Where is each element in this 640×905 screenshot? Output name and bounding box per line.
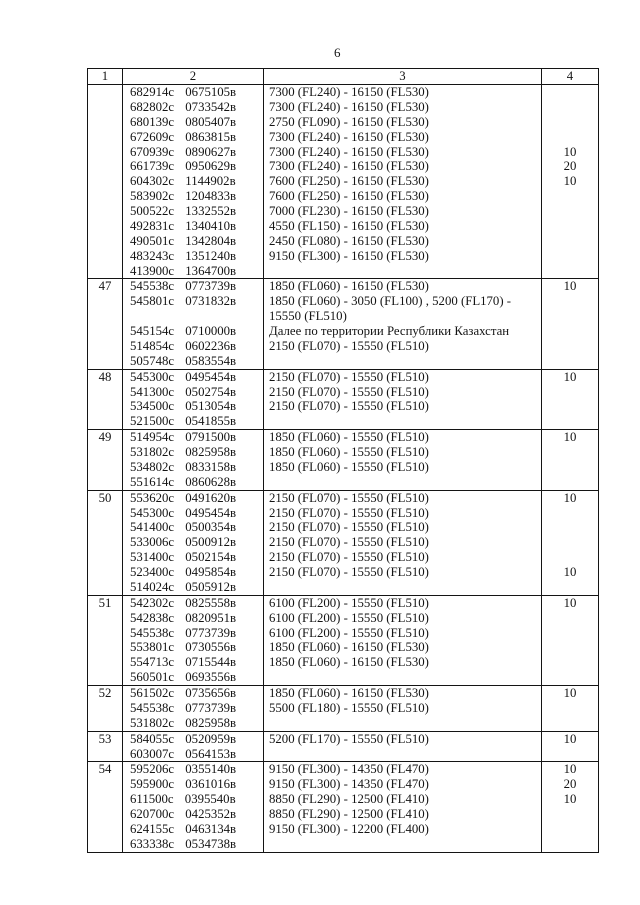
coordinate-cell: 545538с 0773739в	[123, 626, 264, 641]
column-4-value-cell	[542, 249, 599, 264]
column-4-value-cell: 10	[542, 595, 599, 610]
altitude-range-cell: 4550 (FL150) - 16150 (FL530)	[264, 219, 542, 234]
column-4-value-cell: 10	[542, 686, 599, 701]
coordinate-cell: 492831с 1340410в	[123, 219, 264, 234]
route-group	[88, 369, 599, 430]
column-4-value-cell: 10	[542, 145, 599, 160]
coordinate-cell: 545300с 0495454в	[123, 369, 264, 384]
table-row	[88, 490, 599, 505]
table-row	[88, 399, 599, 414]
table-row	[88, 640, 599, 655]
coordinate-cell: 534500с 0513054в	[123, 399, 264, 414]
table-row	[88, 807, 599, 822]
table-row	[88, 822, 599, 837]
route-group	[88, 490, 599, 595]
altitude-range-cell	[264, 264, 542, 279]
coordinate-cell: 682914с 0675105в	[123, 85, 264, 100]
coordinate-cell: 583902с 1204833в	[123, 189, 264, 204]
table-row	[88, 85, 599, 100]
route-number-cell: 53	[88, 731, 123, 762]
table-row	[88, 234, 599, 249]
table-row	[88, 535, 599, 550]
column-4-value-cell	[542, 130, 599, 145]
coordinate-cell: 514024с 0505912в	[123, 580, 264, 595]
table-row	[88, 716, 599, 731]
altitude-range-cell: 1850 (FL060) - 15550 (FL510)	[264, 430, 542, 445]
column-4-value-cell: 10	[542, 430, 599, 445]
column-4-value-cell	[542, 339, 599, 354]
column-4-value-cell	[542, 399, 599, 414]
table-row	[88, 626, 599, 641]
column-4-value-cell: 10	[542, 565, 599, 580]
column-4-value-cell	[542, 747, 599, 762]
table-row	[88, 762, 599, 777]
altitude-range-cell: 2150 (FL070) - 15550 (FL510)	[264, 520, 542, 535]
column-4-value-cell	[542, 640, 599, 655]
altitude-range-cell: 7300 (FL240) - 16150 (FL530)	[264, 85, 542, 100]
route-group	[88, 85, 599, 279]
column-4-value-cell	[542, 204, 599, 219]
column-4-value-cell	[542, 626, 599, 641]
table-row	[88, 369, 599, 384]
column-4-value-cell	[542, 294, 599, 324]
coordinate-cell: 545300с 0495454в	[123, 506, 264, 521]
table-row	[88, 595, 599, 610]
altitude-range-cell: 1850 (FL060) - 16150 (FL530)	[264, 655, 542, 670]
altitude-range-cell: 2150 (FL070) - 15550 (FL510)	[264, 385, 542, 400]
altitude-range-cell: 5200 (FL170) - 15550 (FL510)	[264, 731, 542, 746]
route-group	[88, 430, 599, 491]
coordinate-cell: 545801с 0731832в	[123, 294, 264, 324]
route-number-cell: 51	[88, 595, 123, 685]
table-row	[88, 279, 599, 294]
coordinate-cell: 561502с 0735656в	[123, 686, 264, 701]
table-row	[88, 219, 599, 234]
column-4-value-cell	[542, 85, 599, 100]
table-row	[88, 159, 599, 174]
altitude-range-cell: 2150 (FL070) - 15550 (FL510)	[264, 369, 542, 384]
coordinate-cell: 604302с 1144902в	[123, 174, 264, 189]
header-col-4: 4	[542, 69, 599, 85]
route-number-cell: 47	[88, 279, 123, 369]
altitude-range-cell: 6100 (FL200) - 15550 (FL510)	[264, 595, 542, 610]
table-row	[88, 100, 599, 115]
altitude-range-cell: 7300 (FL240) - 16150 (FL530)	[264, 159, 542, 174]
altitude-range-cell: 1850 (FL060) - 15550 (FL510)	[264, 445, 542, 460]
altitude-range-cell: 2150 (FL070) - 15550 (FL510)	[264, 565, 542, 580]
coordinate-cell: 661739с 0950629в	[123, 159, 264, 174]
coordinate-cell: 483243с 1351240в	[123, 249, 264, 264]
altitude-range-cell: 7600 (FL250) - 16150 (FL530)	[264, 174, 542, 189]
altitude-range-cell	[264, 414, 542, 429]
altitude-range-cell: 1850 (FL060) - 16150 (FL530)	[264, 640, 542, 655]
column-4-value-cell: 10	[542, 174, 599, 189]
column-4-value-cell	[542, 807, 599, 822]
altitude-range-cell: 2150 (FL070) - 15550 (FL510)	[264, 550, 542, 565]
column-4-value-cell: 10	[542, 731, 599, 746]
altitude-range-cell: 7300 (FL240) - 16150 (FL530)	[264, 145, 542, 160]
route-number-cell: 49	[88, 430, 123, 491]
column-4-value-cell: 10	[542, 279, 599, 294]
coordinate-cell: 672609с 0863815в	[123, 130, 264, 145]
table-row	[88, 324, 599, 339]
coordinate-cell: 542302с 0825558в	[123, 595, 264, 610]
coordinate-cell: 545154с 0710000в	[123, 324, 264, 339]
table-row	[88, 460, 599, 475]
altitude-range-cell	[264, 354, 542, 369]
altitude-range-cell: 1850 (FL060) - 3050 (FL100) , 5200 (FL170) - 15550 (FL510)	[264, 294, 542, 324]
route-number-cell	[88, 85, 123, 279]
column-4-value-cell	[542, 655, 599, 670]
table-row	[88, 130, 599, 145]
column-4-value-cell	[542, 716, 599, 731]
coordinate-cell: 490501с 1342804в	[123, 234, 264, 249]
table-row	[88, 430, 599, 445]
altitude-range-cell: 8850 (FL290) - 12500 (FL410)	[264, 807, 542, 822]
column-4-value-cell: 10	[542, 792, 599, 807]
altitude-range-cell: 7600 (FL250) - 16150 (FL530)	[264, 189, 542, 204]
column-4-value-cell	[542, 264, 599, 279]
table-row	[88, 686, 599, 701]
coordinate-cell: 560501с 0693556в	[123, 670, 264, 685]
coordinate-cell: 534802с 0833158в	[123, 460, 264, 475]
coordinate-cell: 624155с 0463134в	[123, 822, 264, 837]
coordinate-cell: 584055с 0520959в	[123, 731, 264, 746]
column-4-value-cell	[542, 520, 599, 535]
column-4-value-cell	[542, 611, 599, 626]
column-4-value-cell	[542, 670, 599, 685]
column-4-value-cell: 10	[542, 369, 599, 384]
column-4-value-cell	[542, 580, 599, 595]
document-table	[87, 68, 599, 853]
table-row	[88, 792, 599, 807]
header-col-2: 2	[123, 69, 264, 85]
table-row	[88, 445, 599, 460]
column-4-value-cell	[542, 535, 599, 550]
coordinate-cell: 545538с 0773739в	[123, 701, 264, 716]
coordinate-cell: 545538с 0773739в	[123, 279, 264, 294]
column-4-value-cell	[542, 234, 599, 249]
column-4-value-cell	[542, 354, 599, 369]
altitude-range-cell: 9150 (FL300) - 14350 (FL470)	[264, 762, 542, 777]
table-row	[88, 580, 599, 595]
altitude-range-cell: 1850 (FL060) - 16150 (FL530)	[264, 686, 542, 701]
table-row	[88, 520, 599, 535]
route-group	[88, 595, 599, 685]
table-row	[88, 777, 599, 792]
table-row	[88, 611, 599, 626]
table-row	[88, 264, 599, 279]
altitude-range-cell: 2150 (FL070) - 15550 (FL510)	[264, 339, 542, 354]
route-group	[88, 279, 599, 369]
table-row	[88, 565, 599, 580]
column-4-value-cell: 20	[542, 777, 599, 792]
route-number-cell: 50	[88, 490, 123, 595]
header-row	[88, 69, 599, 85]
coordinate-cell: 595206с 0355140в	[123, 762, 264, 777]
route-number-cell: 54	[88, 762, 123, 852]
route-number-cell: 52	[88, 686, 123, 732]
column-4-value-cell	[542, 219, 599, 234]
route-group	[88, 686, 599, 732]
column-4-value-cell	[542, 475, 599, 490]
coordinate-cell: 595900с 0361016в	[123, 777, 264, 792]
coordinate-cell: 554713с 0715544в	[123, 655, 264, 670]
altitude-range-cell	[264, 580, 542, 595]
table-row	[88, 354, 599, 369]
column-4-value-cell	[542, 324, 599, 339]
coordinate-cell: 611500с 0395540в	[123, 792, 264, 807]
coordinate-cell: 500522с 1332552в	[123, 204, 264, 219]
column-4-value-cell	[542, 460, 599, 475]
table-row	[88, 189, 599, 204]
table-row	[88, 174, 599, 189]
coordinate-cell: 620700с 0425352в	[123, 807, 264, 822]
altitude-range-cell: 6100 (FL200) - 15550 (FL510)	[264, 626, 542, 641]
altitude-range-cell	[264, 716, 542, 731]
table-row	[88, 670, 599, 685]
table-row	[88, 550, 599, 565]
route-number-cell: 48	[88, 369, 123, 430]
table-row	[88, 506, 599, 521]
altitude-range-cell: 8850 (FL290) - 12500 (FL410)	[264, 792, 542, 807]
header-col-3: 3	[264, 69, 542, 85]
header-col-1: 1	[88, 69, 123, 85]
coordinate-cell: 542838с 0820951в	[123, 611, 264, 626]
table-row	[88, 249, 599, 264]
coordinate-cell: 514954с 0791500в	[123, 430, 264, 445]
altitude-range-cell: 9150 (FL300) - 14350 (FL470)	[264, 777, 542, 792]
column-4-value-cell	[542, 506, 599, 521]
coordinate-cell: 670939с 0890627в	[123, 145, 264, 160]
table-row	[88, 414, 599, 429]
coordinate-cell: 682802с 0733542в	[123, 100, 264, 115]
coordinate-cell: 521500с 0541855в	[123, 414, 264, 429]
coordinate-cell: 551614с 0860628в	[123, 475, 264, 490]
altitude-range-cell: 1850 (FL060) - 16150 (FL530)	[264, 279, 542, 294]
table-row	[88, 339, 599, 354]
table-row	[88, 837, 599, 852]
coordinate-cell: 505748с 0583554в	[123, 354, 264, 369]
altitude-range-cell: 2150 (FL070) - 15550 (FL510)	[264, 535, 542, 550]
column-4-value-cell	[542, 414, 599, 429]
table-row	[88, 747, 599, 762]
coordinate-cell: 533006с 0500912в	[123, 535, 264, 550]
table-row	[88, 731, 599, 746]
altitude-range-cell: 5500 (FL180) - 15550 (FL510)	[264, 701, 542, 716]
column-4-value-cell	[542, 550, 599, 565]
altitude-range-cell: 2150 (FL070) - 15550 (FL510)	[264, 490, 542, 505]
coordinate-cell: 633338с 0534738в	[123, 837, 264, 852]
altitude-range-cell: 7300 (FL240) - 16150 (FL530)	[264, 100, 542, 115]
table-row	[88, 115, 599, 130]
column-4-value-cell	[542, 445, 599, 460]
table-row	[88, 655, 599, 670]
coordinate-cell: 553801с 0730556в	[123, 640, 264, 655]
altitude-range-cell: 6100 (FL200) - 15550 (FL510)	[264, 611, 542, 626]
altitude-range-cell: 1850 (FL060) - 15550 (FL510)	[264, 460, 542, 475]
table-row	[88, 475, 599, 490]
table-row	[88, 385, 599, 400]
altitude-range-cell: 9150 (FL300) - 12200 (FL400)	[264, 822, 542, 837]
column-4-value-cell	[542, 115, 599, 130]
column-4-value-cell	[542, 189, 599, 204]
column-4-value-cell: 10	[542, 762, 599, 777]
column-4-value-cell	[542, 837, 599, 852]
page-number: 6	[334, 45, 341, 60]
coordinate-cell: 541300с 0502754в	[123, 385, 264, 400]
coordinate-cell: 603007с 0564153в	[123, 747, 264, 762]
column-4-value-cell	[542, 100, 599, 115]
column-4-value-cell	[542, 822, 599, 837]
altitude-range-cell: 2450 (FL080) - 16150 (FL530)	[264, 234, 542, 249]
coordinate-cell: 413900с 1364700в	[123, 264, 264, 279]
coordinate-cell: 514854с 0602236в	[123, 339, 264, 354]
route-group	[88, 762, 599, 852]
altitude-range-cell: Далее по территории Республики Казахстан	[264, 324, 542, 339]
table-row	[88, 294, 599, 324]
altitude-range-cell	[264, 837, 542, 852]
coordinate-cell: 531802с 0825958в	[123, 445, 264, 460]
column-4-value-cell	[542, 701, 599, 716]
altitude-range-cell	[264, 747, 542, 762]
coordinate-cell: 680139с 0805407в	[123, 115, 264, 130]
altitude-range-cell: 2150 (FL070) - 15550 (FL510)	[264, 399, 542, 414]
column-4-value-cell: 20	[542, 159, 599, 174]
altitude-range-cell: 7300 (FL240) - 16150 (FL530)	[264, 130, 542, 145]
column-4-value-cell	[542, 385, 599, 400]
coordinate-cell: 531400с 0502154в	[123, 550, 264, 565]
table-row	[88, 204, 599, 219]
altitude-range-cell: 2750 (FL090) - 16150 (FL530)	[264, 115, 542, 130]
altitude-range-cell	[264, 475, 542, 490]
route-group	[88, 731, 599, 762]
altitude-range-cell: 9150 (FL300) - 16150 (FL530)	[264, 249, 542, 264]
altitude-range-cell	[264, 670, 542, 685]
coordinate-cell: 553620с 0491620в	[123, 490, 264, 505]
altitude-range-cell: 7000 (FL230) - 16150 (FL530)	[264, 204, 542, 219]
column-4-value-cell: 10	[542, 490, 599, 505]
coordinate-cell: 531802с 0825958в	[123, 716, 264, 731]
table-row	[88, 145, 599, 160]
coordinate-cell: 541400с 0500354в	[123, 520, 264, 535]
altitude-range-cell: 2150 (FL070) - 15550 (FL510)	[264, 506, 542, 521]
table-row	[88, 701, 599, 716]
coordinate-cell: 523400с 0495854в	[123, 565, 264, 580]
